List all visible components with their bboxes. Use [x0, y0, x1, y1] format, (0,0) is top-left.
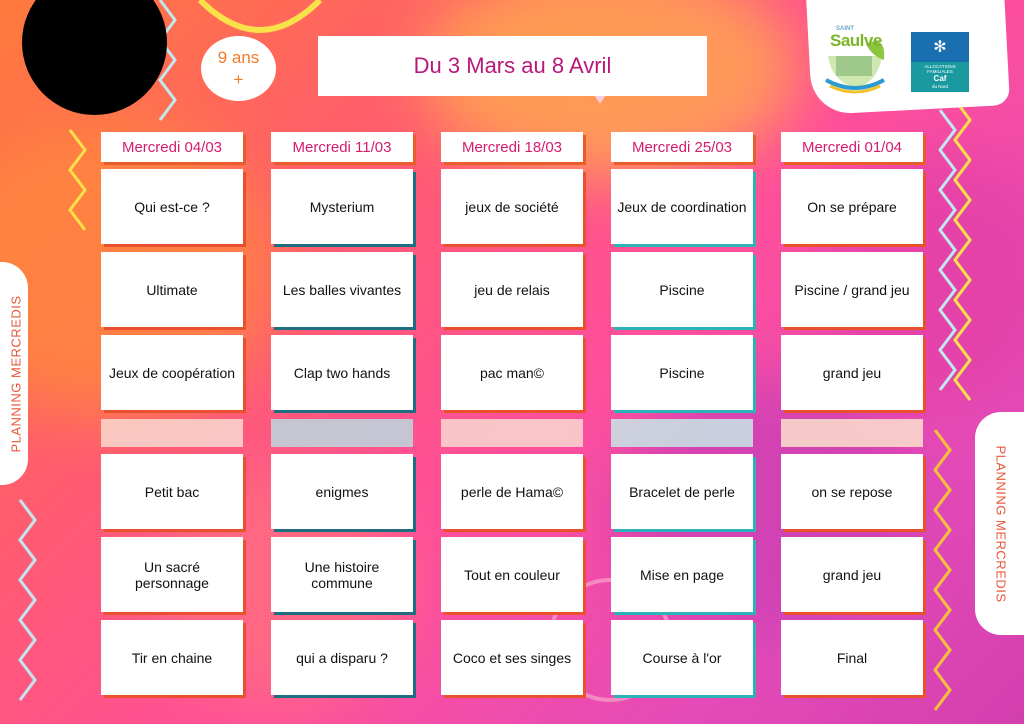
caf-logo-name: Caf: [933, 74, 947, 83]
lunch-separator: [781, 419, 923, 447]
activity-cell: Une histoire commune: [271, 537, 413, 612]
activity-cell: Mise en page: [611, 537, 753, 612]
activity-cell: pac man©: [441, 335, 583, 410]
column-header: Mercredi 01/04: [781, 132, 923, 162]
activity-cell: Jeux de coordination: [611, 169, 753, 244]
activity-cell: perle de Hama©: [441, 454, 583, 529]
caf-snowflake-icon: ✻: [911, 32, 969, 62]
activity-cell: Tir en chaine: [101, 620, 243, 695]
activity-cell: Les balles vivantes: [271, 252, 413, 327]
activity-cell: enigmes: [271, 454, 413, 529]
side-tab-left: [0, 262, 28, 485]
saint-saulve-logo: [822, 26, 888, 94]
saulve-logo-name: Saulve: [830, 31, 882, 50]
activity-cell: Piscine: [611, 335, 753, 410]
age-badge-line1: 9 ans: [217, 47, 260, 67]
column-header: Mercredi 11/03: [271, 132, 413, 162]
column-header: Mercredi 18/03: [441, 132, 583, 162]
activity-cell: Petit bac: [101, 454, 243, 529]
activity-cell: Un sacré personnage: [101, 537, 243, 612]
activity-cell: grand jeu: [781, 335, 923, 410]
caf-logo-top-text: ALLOCATIONS FAMILIALES: [924, 64, 956, 74]
activity-cell: Final: [781, 620, 923, 695]
activity-cell: Piscine: [611, 252, 753, 327]
activity-cell: Coco et ses singes: [441, 620, 583, 695]
activity-cell: jeu de relais: [441, 252, 583, 327]
activity-cell: Course à l'or: [611, 620, 753, 695]
activity-cell: grand jeu: [781, 537, 923, 612]
activity-cell: Bracelet de perle: [611, 454, 753, 529]
activity-cell: On se prépare: [781, 169, 923, 244]
activity-cell: Tout en couleur: [441, 537, 583, 612]
page-title: [318, 36, 707, 96]
lunch-separator: [101, 419, 243, 447]
side-tab-right: [975, 412, 1024, 635]
activity-cell: Qui est-ce ?: [101, 169, 243, 244]
side-label-left: PLANNING MERCREDIS: [8, 295, 24, 453]
age-badge: [201, 36, 276, 101]
caf-logo-sub: du Nord: [931, 84, 948, 89]
activity-cell: qui a disparu ?: [271, 620, 413, 695]
column-header: Mercredi 04/03: [101, 132, 243, 162]
activity-cell: Ultimate: [101, 252, 243, 327]
column-header: Mercredi 25/03: [611, 132, 753, 162]
lunch-separator: [271, 419, 413, 447]
lunch-separator: [611, 419, 753, 447]
activity-cell: Mysterium: [271, 169, 413, 244]
activity-cell: on se repose: [781, 454, 923, 529]
activity-cell: Clap two hands: [271, 335, 413, 410]
lunch-separator: [441, 419, 583, 447]
activity-cell: jeux de société: [441, 169, 583, 244]
saulve-logo-small-text: SAINT: [836, 26, 854, 32]
activity-cell: Jeux de coopération: [101, 335, 243, 410]
page-title-text: Du 3 Mars au 8 Avril: [413, 53, 612, 78]
activity-cell: Piscine / grand jeu: [781, 252, 923, 327]
age-badge-line2: +: [233, 69, 244, 89]
side-label-right: PLANNING MERCREDIS: [993, 445, 1009, 603]
caf-logo: [911, 32, 969, 92]
